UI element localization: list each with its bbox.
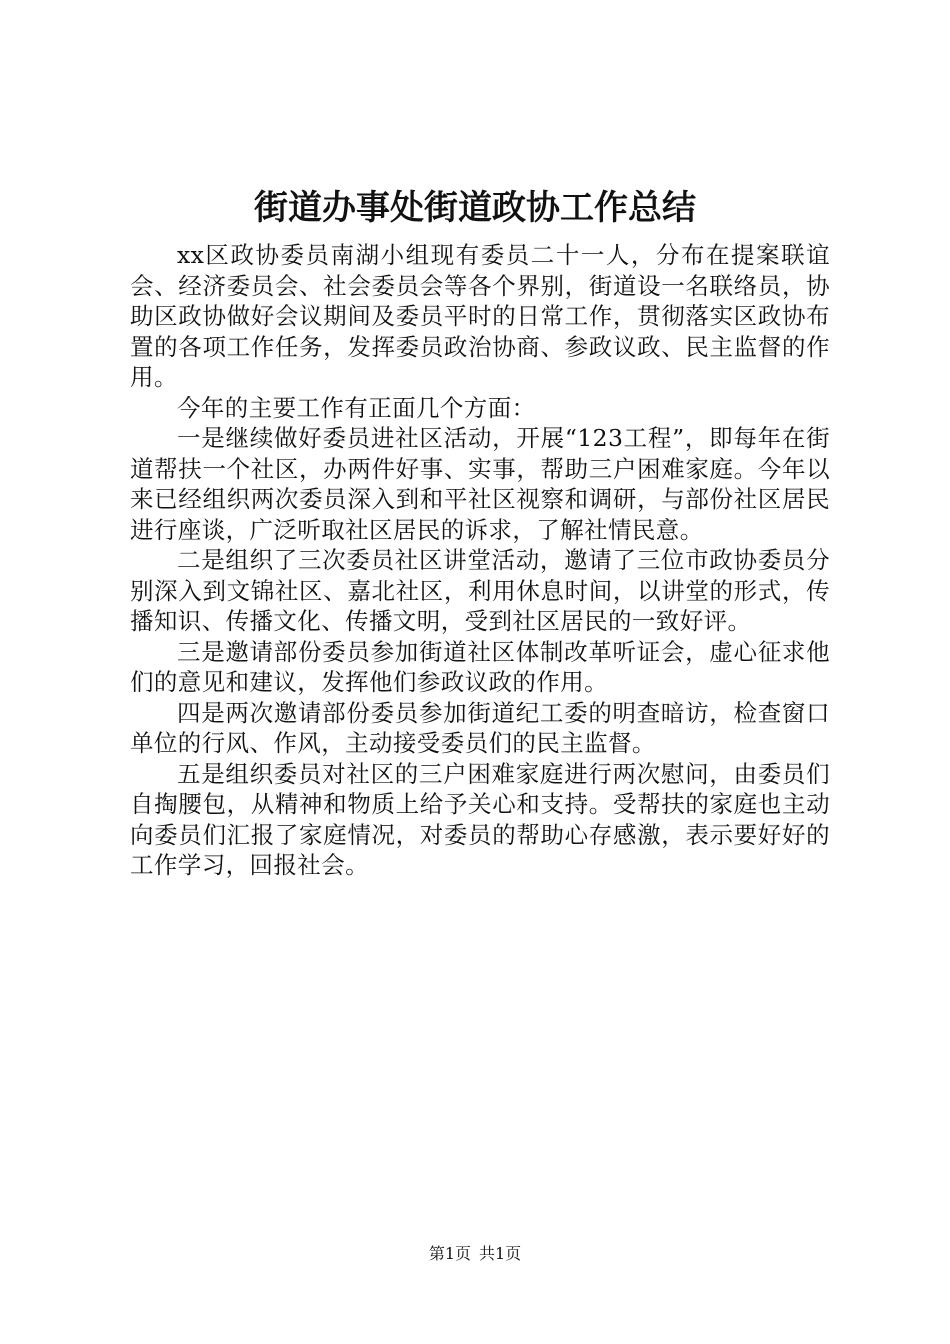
paragraph-item-one: 一是继续做好委员进社区活动，开展“123工程”，即每年在街道帮扶一个社区，办两件好事、实事，帮助三户困难家庭。今年以来已经组织两次委员深入到和平社区视察和调研，与部份社区居民进行座谈，广泛听取社区居民的诉求，了解社情民意。 [130, 424, 830, 544]
paragraph-item-five: 五是组织委员对社区的三户困难家庭进行两次慰问，由委员们自掏腰包，从精神和物质上给予关心和支持。受帮扶的家庭也主动向委员们汇报了家庭情况，对委员的帮助心存感激，表示要好好的工作学习，回报社会。 [130, 759, 830, 879]
page-total: 共1页 [479, 1244, 522, 1263]
document-body [130, 240, 830, 881]
page-number: 第1页 [428, 1244, 471, 1263]
document-title: 街道办事处街道政协工作总结 [254, 188, 696, 228]
paragraph-item-four: 四是两次邀请部份委员参加街道纪工委的明查暗访，检查窗口单位的行风、作风，主动接受委员们的民主监督。 [130, 698, 830, 757]
paragraph-overview: 今年的主要工作有正面几个方面： [177, 393, 536, 422]
paragraph-item-two: 二是组织了三次委员社区讲堂活动，邀请了三位市政协委员分别深入到文锦社区、嘉北社区，利用休息时间，以讲堂的形式，传播知识、传播文化、传播文明，受到社区居民的一致好评。 [130, 546, 830, 635]
page-footer [0, 1243, 950, 1265]
paragraph-item-three: 三是邀请部份委员参加街道社区体制改革听证会，虚心征求他们的意见和建议，发挥他们参政议政的作用。 [130, 637, 830, 696]
paragraph-intro: xx区政协委员南湖小组现有委员二十一人，分布在提案联谊会、经济委员会、社会委员会等各个界别，街道设一名联络员，协助区政协做好会议期间及委员平时的日常工作，贯彻落实区政协布置的各项工作任务，发挥委员政治协商、参政议政、民主监督的作用。 [130, 241, 830, 391]
